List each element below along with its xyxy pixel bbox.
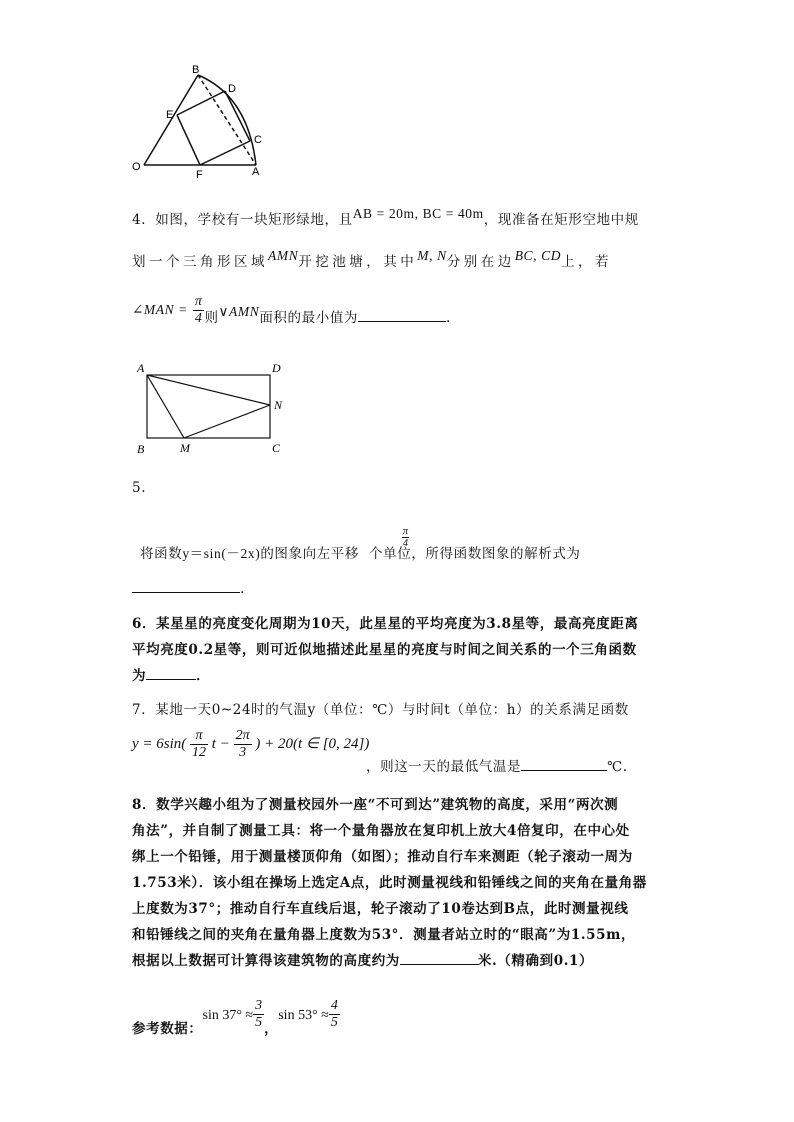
q8-sin53-num: 4 [330, 998, 338, 1013]
segment-MN [184, 405, 270, 438]
q5-line2 [132, 576, 245, 602]
label-M2: M [180, 441, 190, 455]
q4-angle-num: π [194, 294, 203, 309]
q7-formula-b: t − [211, 735, 230, 752]
q8-sin53: sin 53° ≈ [278, 1008, 329, 1023]
q6-line1: 6．某星星的亮度变化周期为10天，此星星的平均亮度为3.8星等，最高亮度距离 [132, 616, 639, 632]
q8-sin37-fraction [253, 998, 264, 1031]
segment-DC [225, 91, 250, 141]
q8-answer-blank[interactable] [400, 950, 478, 965]
label-D2: D [272, 361, 281, 375]
q5-shift-num: π [403, 526, 409, 537]
q5-shift-den: 4 [403, 538, 408, 549]
label-B: B [192, 64, 200, 76]
segment-AM [147, 375, 184, 438]
q5-text-c: 个单位，所得函数图象的解析式为 [369, 546, 581, 562]
q8-ref-comma: ， [264, 1021, 279, 1037]
q8-reference [132, 998, 340, 1037]
rectangle-figure [132, 360, 292, 460]
q5-number: 5. [132, 480, 147, 496]
q4-sides: BC, CD [514, 248, 562, 263]
q5-line1 [140, 541, 581, 567]
q7-answer-blank[interactable] [521, 756, 607, 771]
segment-AN [147, 375, 270, 405]
q6-line2: 平均亮度0.2星等，则可近似地描述此星星的亮度与时间之间关系的一个三角函数 [132, 642, 637, 658]
q4-angle-fraction [193, 294, 205, 327]
q8-text-a: 根据以上数据可计算得该建筑物的高度约为 [132, 953, 400, 969]
q4-angle-den: 4 [194, 311, 203, 326]
segment-EF [177, 115, 200, 165]
q4-line3 [132, 294, 451, 327]
q6-end: ． [196, 668, 211, 684]
q4-given: AB = 20m, BC = 40m [352, 206, 484, 221]
q4-triangle: ∨AMN [218, 304, 260, 319]
q7-f-den2: 3 [239, 745, 247, 760]
q7-fraction1 [190, 728, 208, 761]
q4-text-a: ．如图，学校有一块矩形绿地，且 [141, 212, 353, 228]
q7-text: ，则这一天的最低气温是 [366, 759, 522, 775]
q8-ref-label: 参考数据： [132, 1021, 203, 1037]
q4-number: 4 [132, 212, 142, 228]
q7-f-num2: 2π [235, 728, 250, 743]
q4-answer-blank[interactable] [358, 307, 446, 322]
q8-line6: 和铅锤线之间的夹角在量角器上度数为53°．测量者站立时的“眼高”为1.55m， [132, 927, 636, 943]
q7-fraction2 [234, 728, 252, 761]
q7-f-num1: π [190, 728, 208, 745]
q8-line4: 1.753米）．该小组在操场上选定A点，此时测量视线和铅锤线之间的夹角在量角器 [132, 875, 647, 891]
q8-line2: 角法”，并自制了测量工具：将一个量角器放在复印机上放大4倍复印，在中心处 [132, 823, 630, 839]
q7-formula [132, 728, 369, 761]
q8-line3: 绑上一个铅锤，用于测量楼顶仰角（如图）；推动自行车来测距（轮子滚动一周为 [132, 849, 633, 865]
q8-sin37-den: 5 [255, 1015, 263, 1030]
label-C2: C [272, 441, 281, 455]
label-A: A [252, 166, 260, 178]
label-F: F [196, 169, 203, 181]
q7-unit: ℃. [607, 759, 628, 775]
q5-function: y＝sin(－2x) [182, 546, 261, 561]
segment-ED [177, 91, 225, 115]
q8-sin53-fraction [329, 998, 340, 1031]
q4-text-h: 面积的最小值为 [259, 310, 359, 326]
q4-text-e: 分别在边 [446, 254, 515, 270]
q4-text-d: 开挖池塘，其中 [298, 254, 418, 270]
q6-line3 [132, 663, 210, 689]
q8-sin37: sin 37° ≈ [202, 1008, 254, 1023]
q4-angle: ∠MAN = [132, 302, 188, 317]
label-B2: B [137, 442, 145, 456]
q8-line1: 8．数学兴趣小组为了测量校园外一座“不可到达”建筑物的高度，采用“两次测 [132, 797, 619, 813]
q4-text-b: ，现准备在矩形空地中规 [483, 212, 639, 228]
label-N2: N [274, 398, 283, 412]
label-E: E [166, 109, 174, 121]
q4-line2 [132, 249, 612, 275]
q6-answer-blank[interactable] [146, 665, 196, 680]
q4-text-g: 则 [204, 310, 219, 326]
q4-text-c: 划一个三角形区域 [132, 254, 268, 270]
q6-text: 为 [132, 668, 147, 684]
q8-text-b: 米.（精确到0.1） [477, 953, 594, 969]
q7-line3 [366, 754, 628, 780]
q8-line7 [132, 948, 593, 974]
label-D: D [228, 83, 236, 95]
q4-region: AMN [268, 248, 299, 263]
q5-end: . [240, 581, 245, 597]
segment-FC [200, 141, 250, 165]
q4-points: M, N [417, 248, 447, 263]
q5-answer-blank[interactable] [132, 578, 240, 593]
q8-sin37-num: 3 [255, 998, 263, 1013]
sector-figure [130, 62, 275, 184]
q4-text-f: 上，若 [561, 254, 613, 270]
q4-end: . [446, 310, 451, 326]
q5-text-b: 的图象向左平移 [260, 546, 360, 562]
q4-line1 [132, 207, 639, 233]
label-A2: A [137, 361, 145, 375]
q7-line1: 7．某地一天0~24时的气温y（单位：℃）与时间t（单位：h）的关系满足函数 [132, 702, 629, 718]
label-O: O [132, 161, 141, 173]
q8-line5: 上度数为37°；推动自行车直线后退，轮子滚动了10卷达到B点，此时测量视线 [132, 901, 629, 917]
q7-f-den1: 12 [192, 745, 207, 760]
q7-formula-a: y = 6sin( [132, 735, 187, 752]
label-C: C [254, 134, 262, 146]
q7-formula-c: ) + 20(t ∈ [0, 24]) [255, 735, 370, 752]
q5-text-a: 将函数 [140, 546, 183, 562]
q8-sin53-den: 5 [330, 1015, 338, 1030]
